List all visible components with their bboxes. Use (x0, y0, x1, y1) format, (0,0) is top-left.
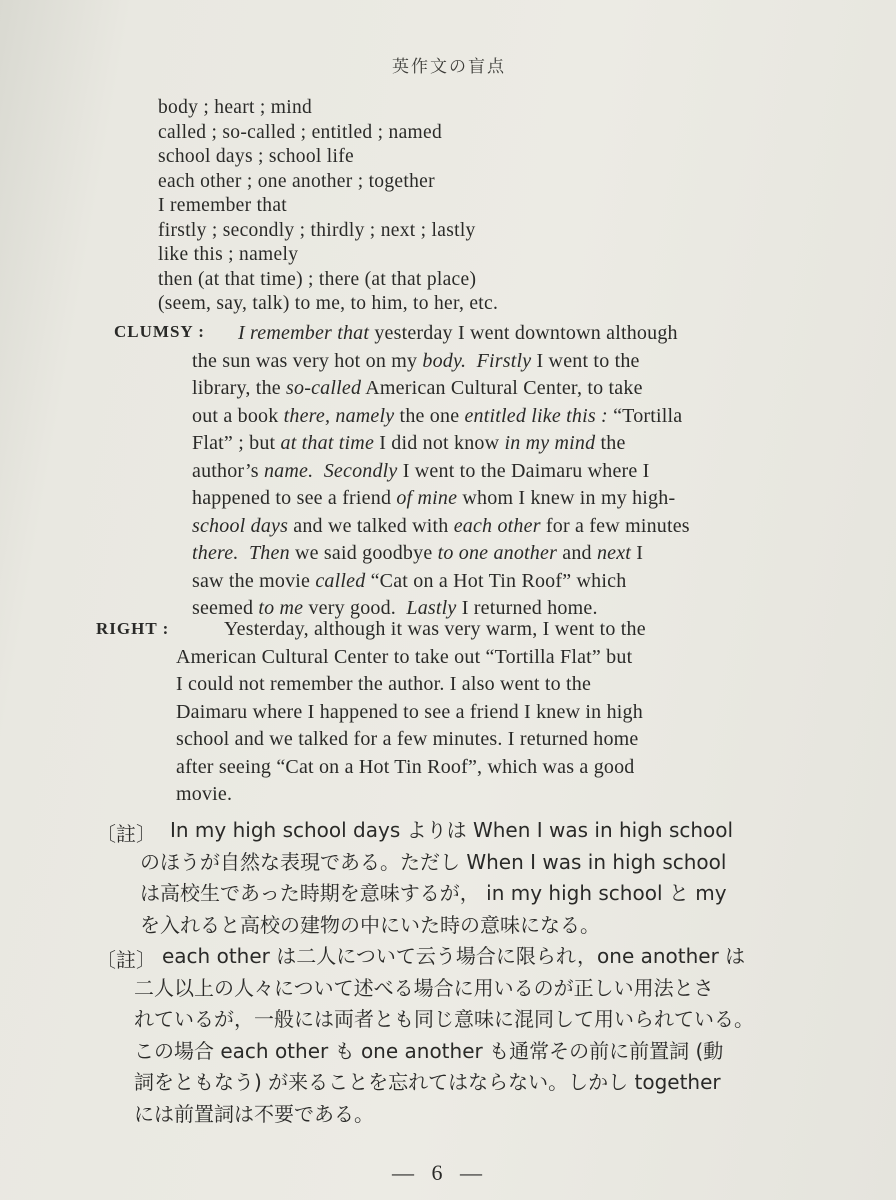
paragraph-line: movie. (176, 783, 233, 805)
paragraph-line (192, 568, 690, 596)
italic-phrase: name. (263, 459, 314, 482)
text-run: author’s (192, 459, 264, 482)
note-2 (134, 941, 754, 1130)
word-list-item: I remember that (158, 195, 288, 216)
word-list (158, 96, 498, 317)
paragraph-line: school and we talked for a few minutes. I returned home (176, 728, 639, 750)
italic-phrase: called (315, 569, 366, 592)
word-list-item: firstly ; secondly ; thirdly ; next ; lastly (158, 219, 476, 241)
note-mark: 〔註〕 (96, 950, 156, 972)
note-mark: 〔註〕 (96, 824, 156, 846)
clumsy-example (192, 320, 690, 623)
text-run: I returned home. (456, 597, 598, 619)
running-header: 英作文の盲点 (392, 57, 506, 76)
text-run: seemed (192, 597, 259, 619)
note-line: この場合 each other も one another も通常その前に前置詞 (動 (134, 1038, 724, 1063)
text-run: we said goodbye (289, 542, 438, 564)
italic-phrase: each other (453, 514, 541, 537)
text-run: the (595, 432, 626, 454)
text-run: out a book (192, 404, 284, 427)
text-run: “Cat on a Hot Tin Roof” which (365, 569, 627, 592)
text-run: very good. (303, 597, 407, 619)
note-line: は高校生であった時期を意味するが， in my high school と my (140, 881, 727, 905)
italic-phrase: in my mind (504, 432, 596, 454)
italic-phrase: Firstly (476, 349, 532, 372)
italic-phrase: I remember that (238, 322, 370, 344)
clumsy-label: CLUMSY : (114, 322, 205, 341)
paragraph-line: after seeing “Cat on a Hot Tin Roof”, which was a good (176, 755, 635, 778)
italic-phrase: Then (248, 542, 290, 564)
italic-phrase: there, namely (283, 404, 395, 427)
note-line: には前置詞は不要である。 (134, 1101, 374, 1126)
text-run: I went to the (531, 349, 640, 372)
text-run: I went to the Daimaru where I (397, 459, 650, 482)
paragraph-line: I could not remember the author. I also went to the (176, 673, 592, 695)
word-list-item: then (at that time) ; there (at that place) (158, 268, 477, 290)
italic-phrase: there. (192, 542, 239, 564)
note-line: れているが，一般には両者とも同じ意味に混同して用いられている。 (134, 1007, 754, 1031)
note-line: のほうが自然な表現である。ただし When I was in high school (140, 849, 727, 874)
paragraph-line: Daimaru where I happened to see a friend I knew in high (176, 700, 643, 723)
word-list-item: body ; heart ; mind (158, 97, 313, 118)
word-list-item: called ; so-called ; entitled ; named (158, 121, 442, 143)
paragraph-line (192, 485, 690, 513)
paragraph-line (192, 403, 690, 431)
note-line: 詞をともなう) が来ることを忘れてはならない。しかし together (134, 1070, 721, 1094)
note-line: In my high school days よりは When I was in high school (170, 818, 734, 842)
text-run: yesterday I went downtown although (369, 322, 678, 344)
text-run (466, 350, 476, 372)
text-run: the one (394, 404, 465, 427)
italic-phrase: to me (258, 597, 304, 619)
text-run: “Tortilla (607, 404, 683, 427)
paragraph-line (192, 375, 690, 403)
paragraph-line (192, 430, 690, 458)
paragraph-line (192, 320, 690, 348)
right-example (176, 616, 646, 809)
paragraph-line (192, 458, 690, 486)
italic-phrase: school days (192, 514, 289, 537)
paragraph-line: Yesterday, although it was very warm, I went to the (224, 618, 646, 640)
note-line: 二人以上の人々について述べる場合に用いるのが正しい用法とさ (134, 975, 714, 1000)
italic-phrase: of mine (396, 487, 458, 509)
italic-phrase: so-called (286, 377, 362, 399)
word-list-item: (seem, say, talk) to me, to him, to her, etc. (158, 293, 499, 314)
text-run: American Cultural Center, to take (361, 377, 643, 399)
paragraph-line: American Cultural Center to take out “Tortilla Flat” but (176, 645, 633, 668)
right-label: RIGHT : (96, 619, 170, 638)
text-run: I (631, 542, 644, 564)
italic-phrase: next (596, 542, 632, 564)
text-run: the sun was very hot on my (192, 349, 423, 372)
paragraph-line (192, 540, 690, 568)
word-list-item: each other ; one another ; together (158, 170, 435, 192)
text-run: I did not know (374, 432, 505, 454)
paragraph-line (192, 348, 690, 376)
text-run: library, the (192, 377, 287, 399)
text-run (239, 542, 249, 564)
text-run: saw the movie (192, 569, 316, 592)
italic-phrase: entitled like this : (464, 404, 608, 427)
page-number: — 6 — (392, 1160, 488, 1185)
italic-phrase: Secondly (323, 459, 398, 482)
text-run: happened to see a friend (192, 487, 397, 509)
italic-phrase: body. (422, 349, 467, 372)
text-run (313, 460, 323, 482)
word-list-item: like this ; namely (158, 244, 299, 265)
italic-phrase: at that time (280, 432, 375, 454)
italic-phrase: Lastly (406, 597, 457, 619)
word-list-item: school days ; school life (158, 146, 354, 167)
text-run: whom I knew in my high- (457, 487, 676, 509)
paragraph-line (192, 513, 690, 541)
text-run: and we talked with (288, 514, 454, 537)
text-run: Flat” ; but (192, 432, 281, 454)
note-1 (140, 815, 733, 941)
note-line: each other は二人について云う場合に限られ，one another は (162, 944, 746, 968)
text-run: and (557, 542, 597, 564)
text-run: for a few minutes (540, 514, 690, 537)
note-line: を入れると高校の建物の中にいた時の意味になる。 (140, 912, 600, 937)
italic-phrase: to one another (437, 542, 558, 564)
